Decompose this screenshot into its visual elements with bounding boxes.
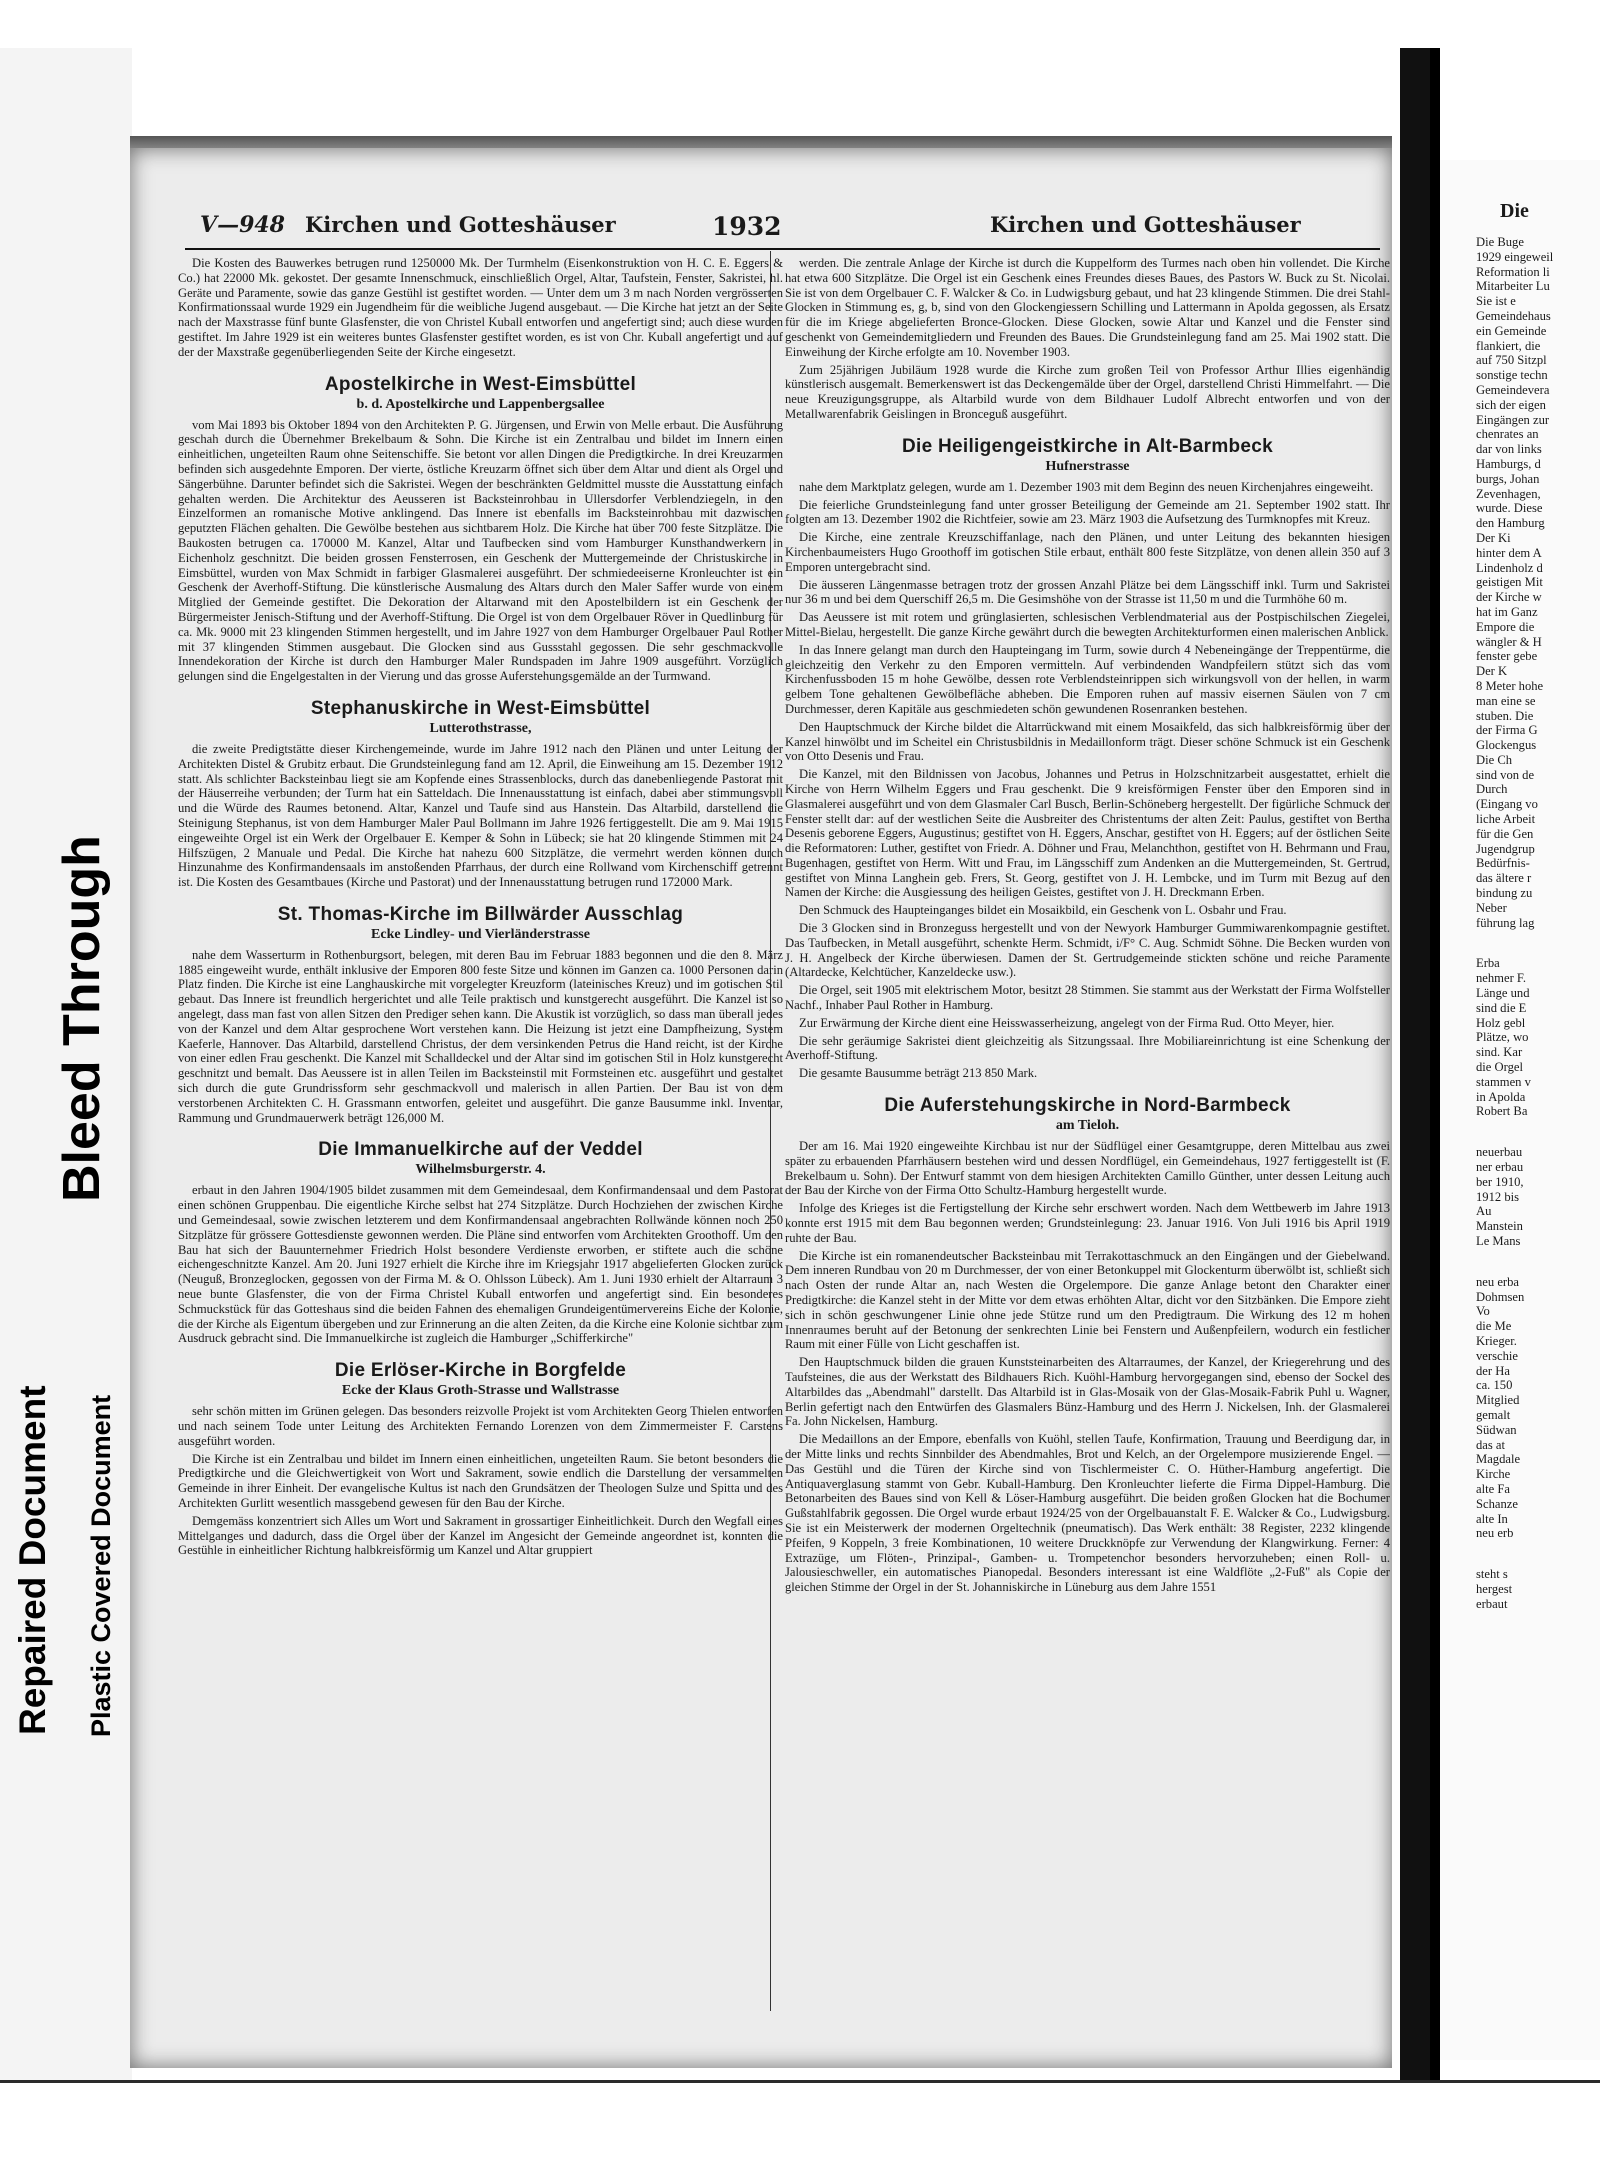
article-paragraph: In das Innere gelangt man durch den Haupteingang im Turm, sowie durch 4 Nebeneingänge der Treppentürme, die gleichzeitig den Verkehr zu den Emporen vermitteln. Auf verbindenden Wandpfeilern stützt sich das vom Kirchenfussboden 15 m hohe Gewölbe, dessen rote Verblendsteinrippen sich wirkungsvoll von der hellen, in warm gelbem Tone gehaltenen Gewölbefläche abheben. Die Emporen ruhen auf massiv eisernen Säulen von 7 cm Durchmesser, deren Kapitäle aus geschmiedeten schön gewundenen Rosenranken bestehen. xyxy=(785,642,1390,716)
article-address: b. d. Apostelkirche und Lappenbergsallee xyxy=(356,396,605,412)
neighbor-line: der Firma G xyxy=(1476,723,1538,738)
neighbor-line: sich der eigen xyxy=(1476,397,1546,412)
neighbor-line: Mitglied xyxy=(1476,1393,1520,1408)
article-paragraph: Die Medaillons an der Empore, ebenfalls von Kuöhl, stellen Taufe, Konfirmation, Trauung und Beerdigung dar, in der Mitte links und rechts Sinnbilder des Abendmahles, Brot und Kelch, an der Orgelempore musizierende Engel. — Das Gestühl und die Türen der Kirche sind von Tischlermeister C. O. Hüther-Hamburg angefertigt. Die Antiquaverglasung stammt von Gebr. Kuball-Hamburg. Den Kronleuchter lieferte die Firma Dippel-Hamburg. Die Betonarbeiten des Baues sind von Kell & Löser-Hamburg ausgeführt. Die beiden großen Glocken hat die Bochumer Gußstahlfabrik gegossen. Die Orgel wurde erbaut 1924/25 von der Orgelbauanstalt F. E. Walcker & Co., Ludwigsburg. Sie ist ein Meisterwerk der modernen Orgeltechnik (pneumatisch). Das Werk enthält: 38 Register, 2232 klingende Pfeifen, 9 Koppeln, 3 freie Kombinationen, 10 weitere Druckknöpfe zur Verwendung der Klangwirkung. Ferner: 4 Extrazüge, um Flöten-, Prinzipal-, Gamben- u. Trompetenchor besonders hervorzuheben; einen Roll- u. Jalousieschweller, ein automatisches Pianopedal. Besonders interessant ist eine Waldflöte „2-Fuß" als Copie der gleichen Stimme der Orgel in der St. Johanniskirche in Lüneburg aus dem Jahre 1551 xyxy=(785,1432,1390,1595)
article-paragraph: Die 3 Glocken sind in Bronzeguss hergestellt und von der Newyork Hamburger Gummiwarenkompagnie gestiftet. Das Taufbecken, in Metall ausgeführt, schenkte Herm. Schmidt, i/F° C. Aug. Schmidt Söhne. Die Becken wurden von J. H. Angelbeck der Kirche überwiesen. Damen der St. Gertrudgemeinde stickten schöne und reiche Paramente (Altardecke, Kelchtücher, Kanzeldecke usw.). xyxy=(785,921,1390,980)
article-heading: Die Heiligengeistkirche in Alt-Barmbeck xyxy=(901,435,1274,457)
neighbor-line: Holz gebl xyxy=(1476,1015,1526,1030)
neighbor-line: der Ha xyxy=(1476,1363,1510,1378)
neighbor-line: Kirche xyxy=(1476,1467,1511,1482)
neighbor-line: der Kirche w xyxy=(1476,590,1542,605)
neighbor-line: Durch xyxy=(1476,782,1508,797)
neighbor-line: sind von de xyxy=(1476,767,1535,782)
neighbor-line: Manstein xyxy=(1476,1219,1523,1234)
article-heading: Apostelkirche in West-Eimsbüttel xyxy=(324,373,637,395)
article-paragraph: Der am 16. Mai 1920 eingeweihte Kirchbau ist nur der Südflügel einer Gesamtgruppe, deren Mittelbau aus zwei später zu erbauenden Pfarrhäusern bestehen wird und dessen Nordflügel, ein Gemeindehaus, 1927 fertiggestellt ist (F. Brekelbaum u. Sohn). Der Entwurf stammt von dem hiesigen Architekten Camillo Günther, unter dessen Leitung auch der Bau der Kirche von der Firma Otto Schultz-Hamburg hergestellt wurde. xyxy=(785,1139,1390,1198)
neighbor-line: Magdale xyxy=(1476,1452,1521,1467)
neighbor-line: (Eingang vo xyxy=(1476,797,1538,812)
neighbor-line: für die Gen xyxy=(1476,826,1534,841)
neighbor-line: Zevenhagen, xyxy=(1476,486,1541,501)
neighbor-line: Plätze, wo xyxy=(1476,1030,1529,1045)
binding-shadow xyxy=(1400,48,1430,2080)
neighbor-line: Die Buge xyxy=(1476,235,1524,249)
neighbor-line: die Me xyxy=(1476,1319,1512,1334)
article-paragraph: vom Mai 1893 bis Oktober 1894 von den Architekten P. G. Jürgensen, und Erwin von Melle erbaut. Die Ausführung geschah durch die Übernehmer Brekelbaum & Sohn. Die Kirche ist ein Zentralbau und bildet im Innern einen einheitlichen, ungeteilten Raum ohne Seitenschiffe. Sie betont vor allen Dingen die Predigtkirche. In drei Kreuzarmen befinden sich ausgedehnte Emporen. Der vierte, östliche Kreuzarm öffnet sich über dem Altar und dient als Orgel und Sängerbühne. Darunter befindet sich die Sakristei. Wegen der beschränkten Geldmittel musste die Ausstattung einfach gehalten werden. Die Architektur des Aeusseren ist Backsteinrohbau in Ullersdorfer Verblendziegeln, in den Einzelformen an romanische Motive anklingend. Das Innere ist ebenfalls im Backsteinrohbau mit dazwischen geputzten Flächen gehalten. Die Gewölbe bestehen aus sichtbarem Holz. Die Kirche hat über 700 feste Sitzplätze. Die Baukosten betrugen ca. 170000 M. Kanzel, Altar und Taufbecken sind vom Hamburger Kunsthandwerkern in Eichenholz geschnitzt. Die beiden grossen Fensterrosen, ein Geschenk der Muttergemeinde der Christuskirche in Eimsbüttel, wurden von Max Schmidt in farbiger Glasmalerei ausgeführt. Der schmiedeeiserne Kronleuchter ist ein Geschenk der Averhoff-Stiftung. Die künstlerische Ausmalung des Altars durch den Maler Saffer wurde von einem Mitglied der Gemeinde gestiftet. Die Dekoration der Altarwand mit den Apostelbildern ist ein Geschenk der Bürgermeister Jenisch-Stiftung und der Averhoff-Stiftung. Die Orgel ist von dem Orgelbauer Röver in Quedlinburg für ca. Mk. 9000 mit 23 klingenden Stimmen hergestellt, und im Jahre 1927 von dem Hamburger Orgelbauer Paul Rother mit 37 klingenden Stimmen ausgebaut. Die Glocken sind aus Gussstahl gegossen. Die sehr geschmackvolle Innendekoration der Kirche ist durch den Hamburger Maler Rundspaden im Jahre 1909 ausgeführt. Vorzüglich gelungen sind die Engelgestalten in der Vierung und das grosse Auferstehungsgemälde an der Turmwand. xyxy=(178,417,783,684)
neighbor-line: alte In xyxy=(1476,1511,1508,1526)
article-paragraph: sehr schön mitten im Grünen gelegen. Das besonders reizvolle Projekt ist vom Architekten Georg Thielen entworfen und nach seinem Tode unter Leitung des Architekten Fernando Lorenzen von dem Zimmermeister F. Carstens ausgeführt worden. xyxy=(178,1404,783,1448)
bleed-through-label: Bleed Through xyxy=(53,835,111,1202)
neighbor-line: stammen v xyxy=(1476,1074,1531,1089)
article-heading: Die Erlöser-Kirche in Borgfelde xyxy=(334,1360,627,1382)
neighbor-line: Die Ch xyxy=(1476,752,1513,767)
neighbor-line: alte Fa xyxy=(1476,1481,1510,1496)
newspaper-page xyxy=(130,148,1392,2068)
neighbor-line: führung lag xyxy=(1476,915,1535,930)
article-paragraph: Die äusseren Längenmasse betragen trotz der grossen Anzahl Plätze bei dem Längsschiff inkl. Turm und Sakristei nur 36 m und bei dem Querschiff 26,5 m. Die Gesimshöhe von der Strasse ist 11,50 m und die Turmhöhe 60 m. xyxy=(785,577,1390,607)
neighbor-line: Neber xyxy=(1476,900,1507,915)
article-address: am Tieloh. xyxy=(1055,1118,1120,1134)
header-left-title: Kirchen und Gotteshäuser xyxy=(305,212,616,237)
neighbor-line: Südwan xyxy=(1476,1422,1517,1437)
running-header xyxy=(200,212,1360,244)
article-paragraph: erbaut in den Jahren 1904/1905 bildet zusammen mit dem Gemeindesaal, dem Konfirmandensaal und dem Pastorat einen schönen Gruppenbau. Die eigentliche Kirche selbst hat 274 Sitzplätze. Durch Hochziehen der zwischen Kirche und Gemeindesaal, sowie zwischen letzterem und dem Konfirmandensaal angebrachten Rollwände können noch 250 Sitzplätze für grössere Gottesdienste gewonnen werden. Die Pläne sind entworfen vom Architekten Groothoff. Um den Bau hat sich der Bauunternehmer Friedrich Holst besondere Verdienste erworben, er stiftete auch die schöne eichengeschnitzte Kanzel. Am 20. Juni 1927 erhielt die Kirche ihre im Kriegsjahr 1917 abgelieferten Glocken zurück (Neuguß, Bronzeglocken, gegossen von der Firma M. & O. Ohlsson Lübeck). Am 1. Juni 1930 erhielt der Altarraum 3 neue bunte Glasfenster, die von der Firma Christel Kuball entworfen und angefertigt sind. Ein besonderes Schmuckstück für das Gotteshaus sind die beiden Fahnen des ehemaligen Grundeigentümervereins Eiche der Kolonie, die der Kirche als Eigentum übergeben und zur Erinnerung an die alten Zeiten, da die Kirche eine Kolonie sichtbar zum Ausdruck gebracht sind. Die Immanuelkirche ist zugleich die Hamburger „Schifferkirche" xyxy=(178,1183,783,1346)
neighbor-line: neuerbau xyxy=(1476,1145,1523,1160)
article-paragraph: Zum 25jährigen Jubiläum 1928 wurde die Kirche zum großen Teil von Professor Arthur Illies eigenhändig künstlerisch ausgemalt. Bemerkenswert ist das Deckengemälde über der Orgel, darstellend Christi Himmelfahrt. — Die neue Kreuzigungsgruppe, als Altarbild wurde von dem Bildhauer Ludolf Albrecht entworfen und von der Metallwarenfabrik Geislingen in Bronceguß ausgeführt. xyxy=(785,362,1390,421)
neighbor-line: fenster gebe xyxy=(1476,649,1538,664)
article-paragraph: die zweite Predigtstätte dieser Kirchengemeinde, wurde im Jahre 1912 nach den Plänen und unter Leitung der Architekten Distel & Grubitz erbaut. Die Grundsteinlegung fand am 12. April, die Einweihung am 15. Dezember 1912 statt. Als schlichter Backsteinbau liegt sie am Kopfende eines Strassenblocks, durch das danebenliegende Pastorat mit der Häuserreihe verbunden; der Turm hat ein Satteldach. Die Innenausstattung ist einfach, dabei aber stimmungsvoll und die Würde des Raumes betonend. Altar, Kanzel und Taufe sind aus Hanstein. Das Altarbild, darstellend die Steinigung Stephanus, ist von dem Hamburger Maler Paul Bollmann im Jahre 1926 fertiggestellt. Die am 9. Mai 1915 eingeweihte Orgel ist ein Werk der Orgelbauer E. Kemper & Sohn in Lübeck; sie hat 20 klingende Stimmen mit 24 Hilfszügen, 2 Manuale und Pedal. Die Kirche hat nahezu 600 Sitzplätze, die vermehrt werden können durch Hinzunahme des Konfirmandensaals im anstoßenden Pfarrhaus, der durch eine Rollwand vom Kirchenschiff getrennt ist. Die Kosten des Gesamtbaues (Kirche und Pastorat) und der Innenausstattung betrugen rund 172000 Mark. xyxy=(178,741,783,890)
neighbor-line: in Apolda xyxy=(1476,1089,1526,1104)
article-paragraph: werden. Die zentrale Anlage der Kirche ist durch die Kuppelform des Turmes nach oben hin vollendet. Die Kirche hat etwa 600 Sitzplätze. Die Orgel ist ein Geschenk eines Freundes dieses Baues, des Pastors W. Buck zu St. Nicolai. Sie ist von dem Orgelbauer C. F. Walcker & Co. in Ludwigsburg gebaut, und hat 23 klingende Stimmen. Die drei Stahl-Glocken in Stimmung es, g, b, sind von den Glockengiessern Schilling und Lattermann in Apolda gegossen, als Ersatz für die im Kriege abgelieferten Bronce-Glocken. Diese Glocken, sowie Altar und Kanzel und die Fenster sind geschenkt von Gemeindemitgliedern und Freunden des Baues. Die Grundsteinlegung fand am 25. Mai 1902 statt. Die Einweihung der Kirche erfolgte am 10. November 1903. xyxy=(785,256,1390,359)
neighbor-line: die Orgel xyxy=(1476,1060,1523,1075)
neighbor-line: hinter dem A xyxy=(1476,545,1542,560)
neighbor-line: geistigen Mit xyxy=(1476,575,1543,590)
neighbor-line: Bedürfnis- xyxy=(1476,856,1530,871)
repaired-document-label: Repaired Document xyxy=(12,1385,53,1735)
neighbor-line: auf 750 Sitzpl xyxy=(1476,353,1547,368)
header-rule xyxy=(185,248,1380,250)
article-address: Hufnerstrasse xyxy=(1045,458,1130,474)
article-paragraph: Die Kirche, eine zentrale Kreuzschiffanlage, nach den Plänen, und unter Leitung des bekannten hiesigen Kirchenbaumeisters Hugo Groothoff im gotischen Stile erbaut, enthält 800 feste Sitzplätze, von denen allein 350 auf 3 Emporen untergebracht sind. xyxy=(785,530,1390,574)
neighbor-line: den Hamburg xyxy=(1476,516,1545,531)
neighbor-line: Le Mans xyxy=(1476,1234,1521,1248)
neighbor-line: das ältere r xyxy=(1476,871,1532,886)
neighbor-line: sonstige techn xyxy=(1476,368,1548,383)
neighbor-line: Empore die xyxy=(1476,619,1535,634)
neighbor-line: verschie xyxy=(1476,1348,1518,1363)
neighbor-line: Gemeindevera xyxy=(1476,382,1550,397)
article-address: Wilhelmsburgerstr. 4. xyxy=(415,1162,546,1178)
neighbor-line: Hamburgs, d xyxy=(1476,456,1541,471)
neighbor-line: Dohmsen xyxy=(1476,1289,1525,1304)
scanner-background-bottom xyxy=(0,2080,1600,2180)
plastic-covered-label: Plastic Covered Document xyxy=(86,1394,116,1737)
article-paragraph: Den Schmuck des Haupteinganges bildet ein Mosaikbild, ein Geschenk von L. Osbahr und Frau. xyxy=(799,903,1287,918)
article-heading: Die Auferstehungskirche in Nord-Barmbeck xyxy=(884,1095,1291,1117)
neighbor-line: neu erb xyxy=(1476,1526,1514,1541)
article-address: Ecke der Klaus Groth-Strasse und Wallstrasse xyxy=(341,1383,620,1399)
article-address: Ecke Lindley- und Vierländerstrasse xyxy=(371,926,590,942)
article-paragraph: Den Hauptschmuck der Kirche bildet die Altarrückwand mit einem Mosaikfeld, das sich halbkreisförmig über der Kanzel hinwölbt und im Scheitel ein Christusbildnis in Medaillonform trägt. Dieser schöne Schmuck ist ein Geschenk von Otto Desenis und Frau. xyxy=(785,719,1390,764)
article-paragraph: nahe dem Marktplatz gelegen, wurde am 1. Dezember 1903 mit dem Beginn des neuen Kirchenjahres eingeweiht. xyxy=(799,479,1374,494)
article-paragraph: Die Kosten des Bauwerkes betrugen rund 1250000 Mk. Der Turmhelm (Eisenkonstruktion von H. C. E. Eggers & Co.) hat 22000 Mk. gekostet. Der gesamte Innenschmuck, einschließlich Orgel, Altar, Taufstein, Fenster, Sakristei, hl. Geräte und Paramente, sowie das ganze Gestühl ist gestiftet worden. — Unter dem um 3 m nach Norden vergrösserten Konfirmationssaal wurde 1929 ein Jugendheim für die weibliche Jugend ausgebaut. — Die Kirche hat jetzt an der Seite nach der Maxstrasse fünf bunte Glasfenster, die von Christel Kuball entworfen und angefertigt sind; auch diese wurden gestiftet. Im Jahre 1929 ist ein weiteres buntes Glasfenster gestiftet worden, es ist von Chr. Kuball angefertigt und auf der der Maxstraße gegenüberliegenden Seite der Kirche eingesetzt. xyxy=(178,256,783,359)
scanner-background-top xyxy=(0,0,1600,48)
neighbor-line: Sie ist e xyxy=(1476,294,1516,309)
neighbor-line: Mitarbeiter Lu xyxy=(1476,279,1550,294)
neighbor-line: 1912 bis xyxy=(1476,1189,1520,1204)
neighbor-line: Jugendgrup xyxy=(1476,841,1535,856)
neighbor-title: Die xyxy=(1500,200,1529,222)
neighbor-line: steht s xyxy=(1476,1567,1508,1582)
article-paragraph: Die gesamte Bausumme beträgt 213 850 Mark. xyxy=(799,1066,1038,1081)
header-year: 1932 xyxy=(712,212,782,241)
right-text-column xyxy=(785,256,1390,2036)
neighbor-line: man eine se xyxy=(1476,693,1536,708)
neighbor-line: Eingängen zur xyxy=(1476,412,1550,427)
neighbor-line: Krieger. xyxy=(1476,1333,1517,1348)
neighbor-line: ein Gemeinde xyxy=(1476,323,1547,338)
article-paragraph: Die Orgel, seit 1905 mit elektrischem Motor, besitzt 28 Stimmen. Sie stammt aus der Werkstatt der Firma Wolfsteller Nachf., Inhaber Paul Rother in Hamburg. xyxy=(785,983,1390,1013)
article-paragraph: Die feierliche Grundsteinlegung fand unter grosser Beteiligung der Gemeinde am 21. September 1902 statt. Ihr folgten am 13. Dezember 1902 die Richtfeier, sowie am 23. März 1903 die Aufsetzung des Turmknopfes mit Kreuz. xyxy=(785,497,1390,527)
neighbor-line: wurde. Diese xyxy=(1476,501,1543,516)
neighbor-line: 1929 eingeweil xyxy=(1476,249,1554,264)
neighbor-line: Erba xyxy=(1476,956,1500,971)
neighbor-line: chenrates an xyxy=(1476,427,1539,442)
neighbor-line: Au xyxy=(1476,1204,1492,1219)
neighbor-line: ber 1910, xyxy=(1476,1174,1524,1189)
article-heading: St. Thomas-Kirche im Billwärder Ausschlag xyxy=(277,903,684,925)
neighbor-line: hergest xyxy=(1476,1581,1513,1596)
neighbor-page-fragment xyxy=(1440,160,1600,2060)
neighbor-line: hat im Ganz xyxy=(1476,604,1538,619)
article-heading: Stephanuskirche in West-Eimsbüttel xyxy=(310,697,651,719)
neighbor-line: sind. Kar xyxy=(1476,1045,1523,1060)
article-paragraph: Das Aeussere ist mit rotem und grünglasierten, schlesischen Verblendmaterial aus der Postpischilschen Ziegelei, Mittel-Bielau, hergestellt. Die ganze Kirche gewährt durch die bewegten Architekturformen einen malerischen Anblick. xyxy=(785,610,1390,639)
article-paragraph: Infolge des Krieges ist die Fertigstellung der Kirche sehr erschwert worden. Nach dem Wettbewerb im Jahre 1913 konnte erst 1915 mit dem Bau begonnen werden; Grundsteinlegung: 23. Januar 1916. Von Juli 1916 bis April 1919 ruhte der Bau. xyxy=(785,1201,1390,1245)
neighbor-line: Reformation li xyxy=(1476,264,1550,279)
article-paragraph: nahe dem Wasserturm in Rothenburgsort, belegen, mit deren Bau im Februar 1883 begonnen und die den 8. März 1885 eingeweiht wurde, enthält inklusive der Emporen 800 feste Sitze und können im Ganzen ca. 1000 Personen darin Platz finden. Die Kirche ist eine Langhauskirche mit vorgelegter Kreuzform (lateinisches Kreuz) und im gotischen Stil gebaut. Das Innere ist freundlich hergerichtet und alle Teile praktisch und kunstgerecht ausgeführt. Die Kanzel ist so angelegt, dass man fast von allen Sitzen den Prediger sehen kann. Die Akustik ist vorzüglich, so dass man überall jedes von der Kanzel und dem Altar gesprochene Wort verstehen kann. Die Heizung ist jetzt eine Dampfheizung, System Kaeferle, Hannover. Das Altarbild, darstellend Christus, der dem versinkenden Petrus die Hand reicht, ist der Kirche von einer edlen Frau geschenkt. Die Kanzel mit Schalldeckel und der Altar sind im gotischen Stil in Holz kunstgerecht geschnitzt und bemalt. Das Aeussere ist in allen Teilen im Backsteinstil mit Formsteinen etc. ausgeführt und gestaltet sich durch die gute Grundrissform sehr geschmackvoll und malerisch in allen Partien. Der Bau ist von dem verstorbenen Architekten C. H. Grassmann entworfen, geleitet und ausgeführt. Die ganze Bausumme inkl. Inventar, Rammung und Grundmauerwerk beträgt 126,000 M. xyxy=(178,947,783,1125)
article-paragraph: Demgemäss konzentriert sich Alles um Wort und Sakrament in grossartiger Einheitlichkeit. Durch den Wegfall eines Mittelganges und dadurch, dass die Orgel über der Kanzel im Angesicht der Gemeinde angeordnet ist, konnten die Gestühle in einheitlicher Richtung halbkreisförmig um Kanzel und Altar gruppiert xyxy=(178,1513,783,1558)
neighbor-line: Vo xyxy=(1476,1304,1490,1319)
article-paragraph: Zur Erwärmung der Kirche dient eine Heisswasserheizung, angelegt von der Firma Rud. Otto Meyer, hier. xyxy=(799,1015,1335,1030)
neighbor-line: flankiert, die xyxy=(1476,338,1541,353)
article-paragraph: Die Kanzel, mit den Bildnissen von Jacobus, Johannes und Petrus in Holzschnitzarbeit ausgestattet, erhielt die Kirche von Herrn Wilhelm Eggers und Frau geschenkt. Die 9 kreisförmigen Fenster über den Emporen sind in Glasmalerei ausgeführt und von dem Glasmaler Carl Busch, Berlin-Schöneberg hergestellt. Der figürliche Schmuck der Fenster stellt dar: auf der westlichen Seite die Ausbreiter des Christentums der alten Zeit: Paulus, gestiftet von Bertha Desenis geborene Eggers, Augustinus; gestiftet von H. Eggers, Anschar, gestiftet von H. Eggers; auf der östlichen Seite die Reformatoren: Luther, gestiftet von Friedr. A. Döhner und Frau, Melanchthon, gestiftet von H. Behrmann und Frau, Bugenhagen, gestiftet von Herm. Witt und Frau, im Längsschiff zum Andenken an die Muttergemeinden, St. Gertrud, gestiftet von Minna Langhein geb. Frers, St. Georg, gestiftet von J. H. Lembcke, und im Turm mit Bezug auf den Namen der Kirche: die Ausgiessung des heiligen Geistes, gestiftet von J. H. Dreckmann Erben. xyxy=(785,767,1390,900)
neighbor-line: liche Arbeit xyxy=(1476,812,1536,827)
neighbor-line: sind die E xyxy=(1476,1000,1527,1015)
neighbor-line: bindung zu xyxy=(1476,886,1533,901)
neighbor-line: Lindenholz d xyxy=(1476,560,1543,575)
neighbor-line: Glockengus xyxy=(1476,738,1537,753)
article-paragraph: Die Kirche ist ein romanendeutscher Backsteinbau mit Terrakottaschmuck an den Eingängen und der Giebelwand. Dem inneren Rundbau von 20 m Durchmesser, der von einer Betonkuppel mit Glockenturm überwölbt ist, schließt sich nach Osten der runde Altar an, nach Westen die Orgelempore. Die ganze Anlage betont den Charakter einer Predigtkirche: die Kanzel steht in der Mitte vor dem etwas erhöhten Altar, dicht vor den Sitzbänken. Die Empore zieht sich in schön geschwungener Linie ohne jede Stütze rund um den Predigtraum. Die Wirkung des 12 m hohen Innenraumes beruht auf der Betonung der senkrechten Linie bei Fenstern und Außenpfeilern, wodurch ein festlicher Raum mit einer Fülle von Licht geschaffen ist. xyxy=(785,1248,1390,1352)
article-paragraph: Die sehr geräumige Sakristei dient gleichzeitig als Sitzungssaal. Ihre Mobiliareinrichtung ist eine Schenkung der Averhoff-Stiftung. xyxy=(785,1033,1390,1063)
neighbor-line: ca. 150 xyxy=(1476,1378,1513,1393)
neighbor-line: wängler & H xyxy=(1476,634,1542,649)
page-gap xyxy=(1430,48,1440,2080)
article-paragraph: Die Kirche ist ein Zentralbau und bildet im Innern einen einheitlichen, ungeteilten Raum. Sie betont besonders die Predigtkirche und die Gleichwertigkeit von Wort und Sakrament, sowie endlich die Darstellung der versammelten Gemeinde in ihrer Einheit. Der evangelische Kultus ist nach den Grundsätzen der Theologen Sulze und Spitta und des Architekten Gurlitt wesentlich massgebend gewesen für den Bau der Kirche. xyxy=(178,1451,783,1510)
article-address: Lutterothstrasse, xyxy=(429,720,532,736)
neighbor-line: Der Ki xyxy=(1476,530,1511,545)
page-number: V—948 xyxy=(200,212,285,238)
neighbor-line: das at xyxy=(1476,1437,1506,1452)
article-paragraph: Den Hauptschmuck bilden die grauen Kunststeinarbeiten des Altarraumes, der Kanzel, der Kriegerehrung und des Taufsteines, die aus der Werkstatt des Bildhauers Rich. Kuöhl-Hamburg hervorgegangen sind, ebenso der Sockel des Altarbildes das „Abendmahl" darstellt. Das Altarbild ist in Glas-Mosaik von der Glas-Mosaik-Fabrik Puhl u. Wagner, Berlin gefertigt nach den Entwürfen des Glasmalers Bünz-Hamburg und des Herrn J. Nickelsen, Inh. der Glasmalerei Fa. John Nickelsen, Hamburg. xyxy=(785,1355,1390,1429)
neighbor-line: Robert Ba xyxy=(1476,1104,1528,1119)
neighbor-line: dar von links xyxy=(1476,442,1542,457)
header-right-title: Kirchen und Gotteshäuser xyxy=(990,212,1301,237)
neighbor-line: nehmer F. xyxy=(1476,971,1527,986)
neighbor-line: erbaut xyxy=(1476,1596,1508,1611)
neighbor-line: neu erba xyxy=(1476,1274,1520,1289)
neighbor-line: Der K xyxy=(1476,664,1508,679)
neighbor-line: Länge und xyxy=(1476,986,1530,1001)
neighbor-line: 8 Meter hohe xyxy=(1476,678,1544,693)
neighbor-line: stuben. Die xyxy=(1476,708,1534,723)
left-text-column xyxy=(178,256,783,2036)
neighbor-line: Gemeindehaus xyxy=(1476,308,1551,323)
neighbor-line: ner erbau xyxy=(1476,1160,1524,1175)
neighbor-line: Schanze xyxy=(1476,1496,1518,1511)
neighbor-line: burgs, Johan xyxy=(1476,471,1540,486)
neighbor-line: gemalt xyxy=(1476,1407,1511,1422)
article-heading: Die Immanuelkirche auf der Veddel xyxy=(318,1139,643,1161)
